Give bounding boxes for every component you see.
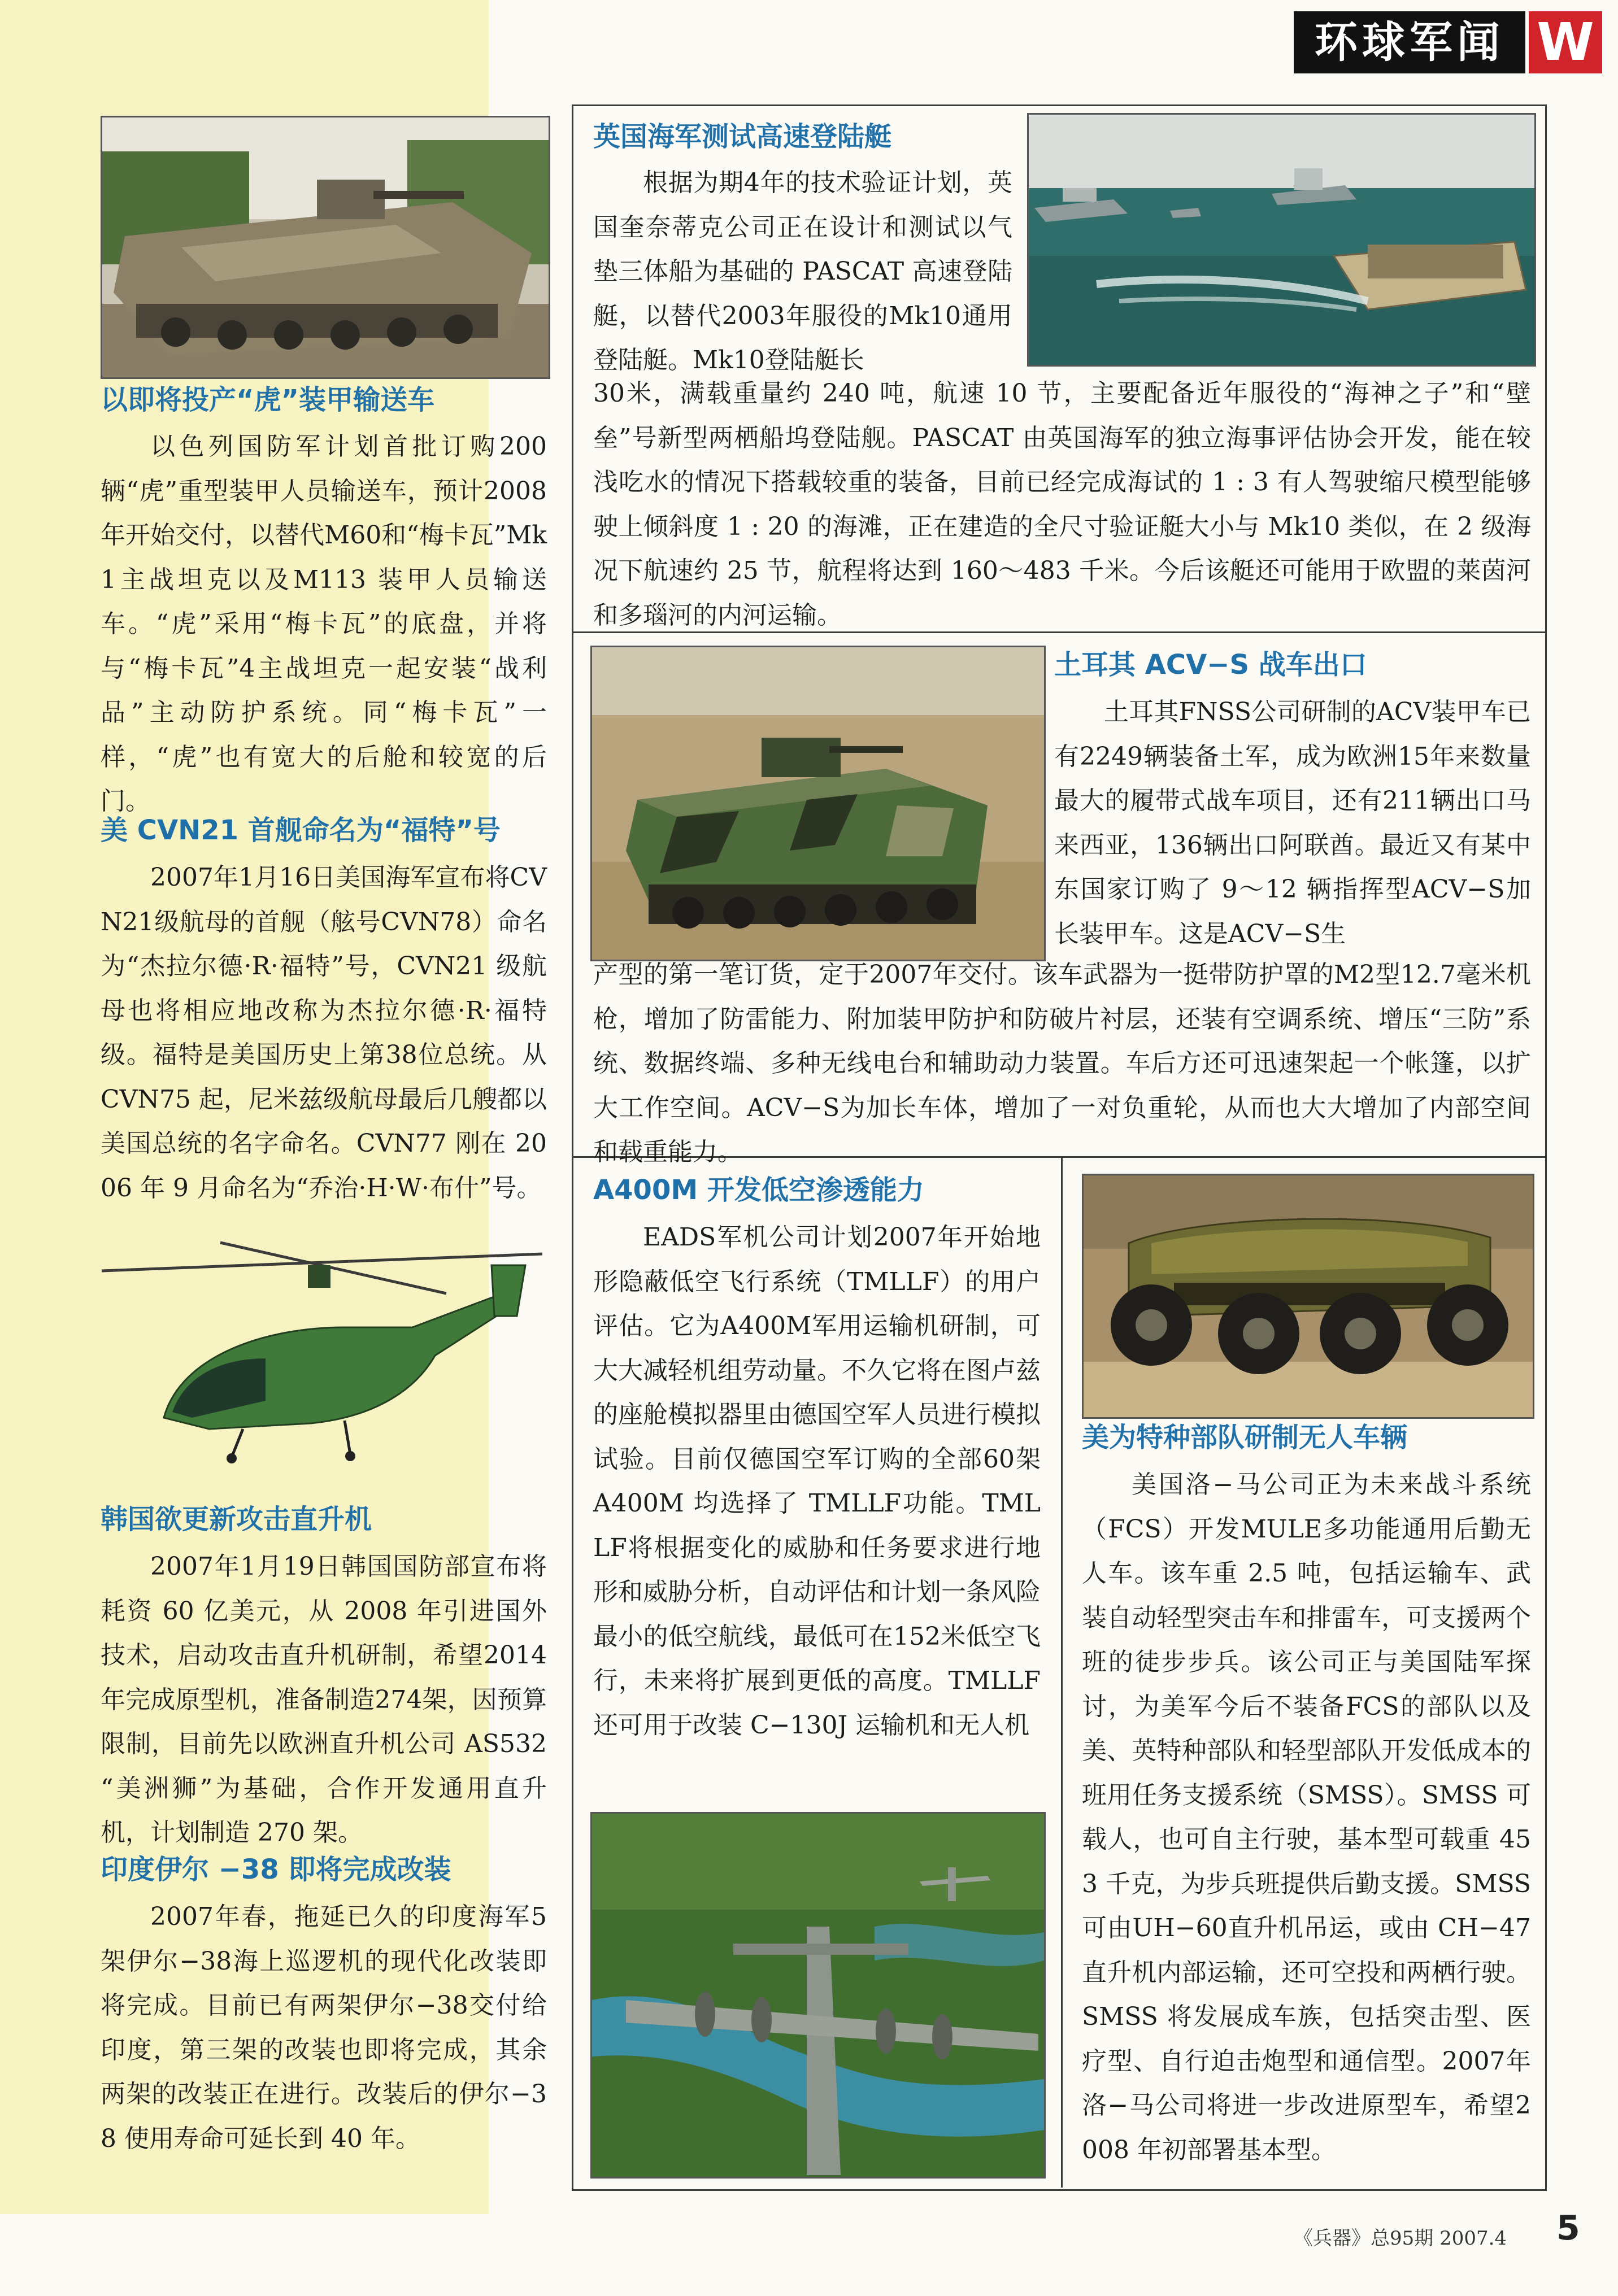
pascat-body-b: 30米，满载重量约 240 吨，航速 10 节，主要配备近年服役的“海神之子”和“壁垒”号新型两栖船坞登陆舰。PASCAT 由英国海军的独立海事评估协会开发，能在较浅吃水的情况下搭载较重的装备，目前已经完成海试的 1 : 3 有人驾驶缩尺模型能够驶上倾斜度 1 : 20 的海滩，正在建造的全尺寸验证艇大小与 Mk10 类似，在 2 级海况下航速约 25 节，航程将达到 160～483 千米。今后该艇还可能用于欧盟的莱茵河和多瑙河的内河运输。 <box>593 379 1531 630</box>
tiger-body: 以色列国防军计划首批订购200辆“虎”重型装甲人员输送车，预计2008年开始交付，以替代M60和“梅卡瓦”Mk1主战坦克以及M113 装甲人员输送车。“虎”采用“梅卡瓦”的底盘，并将与“梅卡瓦”4主战坦克一起安装“战利品”主动防护系统。同“梅卡瓦”一样，“虎”也有宽大的后舱和较宽的后门。 <box>101 432 547 816</box>
mule-body: 美国洛−马公司正为未来战斗系统（FCS）开发MULE多功能通用后勤无人车。该车重 2.5 吨，包括运输车、武装自动轻型突击车和排雷车，可支援两个班的徒步步兵。该公司正与美国陆军探讨，为美军今后不装备FCS的部队以及美、英特种部队和轻型部队开发低成本的班用任务支援系统（SMSS）。SMSS 可载人，也可自主行驶，基本型可载重 453 千克，为步兵班提供后勤支援。SMSS 可由UH−60直升机吊运，或由 CH−47直升机内部运输，还可空投和两栖行驶。SMSS 将发展成车族，包括突击型、医疗型、自行迫击炮型和通信型。2007年洛−马公司将进一步改进原型车，希望2008 年初部署基本型。 <box>1082 1470 1531 2164</box>
il38-body: 2007年春，拖延已久的印度海军5架伊尔−38海上巡逻机的现代化改装即将完成。目前已有两架伊尔−38交付给印度，第三架的改装也即将完成，其余两架的改装正在进行。改装后的伊尔−38 使用寿命可延长到 40 年。 <box>101 1902 547 2153</box>
page-number: 5 <box>1556 2208 1580 2248</box>
publication-footer: 《兵器》总95期 2007.4 <box>1294 2227 1507 2250</box>
divider-a400m-mule <box>1061 1156 1063 2188</box>
mule-unmanned-vehicle-photo <box>1082 1174 1534 1419</box>
section-banner-title: 环球军闻 <box>1294 11 1525 73</box>
cvn21-body: 2007年1月16日美国海军宣布将CVN21级航母的首舰（舷号CVN78）命名为“杰拉尔德·R·福特”号，CVN21 级航母也将相应地改称为杰拉尔德·R·福特级。福特是美国历史上第38位总统。从 CVN75 起，尼米兹级航母最后几艘都以美国总统的名字命名。CVN77 刚在 2006 年 9 月命名为“乔治·H·W·布什”号。 <box>101 863 547 1203</box>
mule-title: 美为特种部队研制无人车辆 <box>1082 1422 1408 1453</box>
a400m-title: A400M 开发低空渗透能力 <box>593 1174 924 1206</box>
korea-title: 韩国欲更新攻击直升机 <box>101 1504 372 1535</box>
korea-body: 2007年1月19日韩国国防部宣布将耗资 60 亿美元，从 2008 年引进国外技术，启动攻击直升机研制，希望2014年完成原型机，准备制造274架，因预算限制，目前先以欧洲直升机公司 AS532 “美洲狮”为基础，合作开发通用直升机，计划制造 270 架。 <box>101 1552 547 1847</box>
acv-body-b: 产型的第一笔订货，定于2007年交付。该车武器为一挺带防护罩的M2型12.7毫米机枪，增加了防雷能力、附加装甲防护和防破片衬层，还装有空调系统、增压“三防”系统、数据终端、多种无线电台和辅助动力装置。车后方还可迅速架起一个帐篷，以扩大工作空间。ACV−S为加长车体，增加了一对负重轮，从而也大大增加了内部空间和载重能力。 <box>593 960 1531 1166</box>
helicopter-illustration <box>96 1231 548 1469</box>
tiger-title: 以即将投产“虎”装甲输送车 <box>101 384 435 416</box>
il38-title: 印度伊尔 −38 即将完成改装 <box>101 1854 451 1885</box>
cvn21-title: 美 CVN21 首舰命名为“福特”号 <box>101 814 501 846</box>
acv-s-armored-vehicle-photo <box>590 646 1046 961</box>
section-banner-letter: W <box>1529 11 1602 73</box>
tiger-apc-photo <box>101 116 550 379</box>
acv-body-a: 土耳其FNSS公司研制的ACV装甲车已有2249辆装备土军，成为欧洲15年来数量最大的履带式战车项目，还有211辆出口马来西亚，136辆出口阿联酋。最近又有某中东国家订购了 9～12 辆指挥型ACV−S加长装甲车。这是ACV−S生 <box>1054 698 1531 948</box>
pascat-body-a: 根据为期4年的技术验证计划，英国奎奈蒂克公司正在设计和测试以气垫三体船为基础的 PASCAT 高速登陆艇，以替代2003年服役的Mk10通用登陆艇。Mk10登陆艇长 <box>593 168 1012 374</box>
a400m-transport-aircraft-photo <box>590 1812 1046 2179</box>
a400m-body: EADS军机公司计划2007年开始地形隐蔽低空飞行系统（TMLLF）的用户评估。它为A400M军用运输机研制，可大大减轻机组劳动量。不久它将在图卢兹的座舱模拟器里由德国空军人员进行模拟试验。目前仅德国空军订购的全部60架 A400M 均选择了 TMLLF功能。TMLLF将根据变化的威胁和任务要求进行地形和威胁分析，自动评估和计划一条风险最小的低空航线，最低可在152米低空飞行，未来将扩展到更低的高度。TMLLF还可用于改装 C−130J 运输机和无人机 <box>593 1223 1041 1740</box>
acv-title: 土耳其 ACV−S 战车出口 <box>1054 649 1367 681</box>
pascat-landing-craft-photo <box>1027 113 1536 367</box>
pascat-title: 英国海军测试高速登陆艇 <box>593 121 892 153</box>
